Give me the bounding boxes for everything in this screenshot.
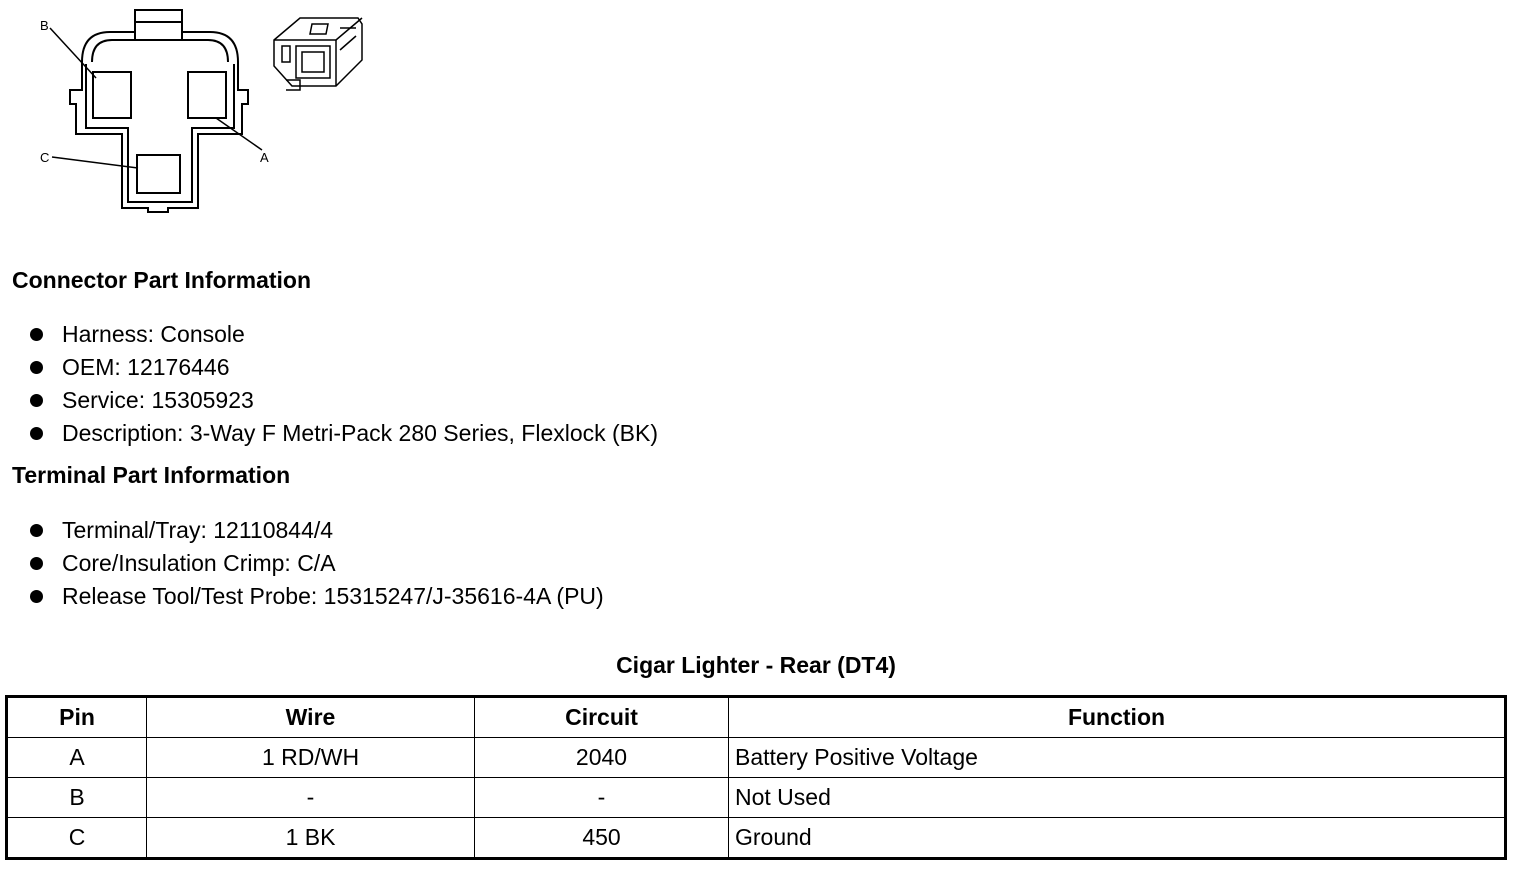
connector-part-info-list [28,318,658,450]
list-item-text: OEM: 12176446 [62,354,230,380]
connector-3d-thumbnail [274,18,362,90]
list-item-text: Release Tool/Test Probe: 15315247/J-35616-4A (PU) [62,583,604,609]
wire-cell: 1 RD/WH [147,738,475,778]
list-item [28,547,604,580]
table-title: Cigar Lighter - Rear (DT4) [616,652,896,678]
terminal-part-info-list [28,514,604,613]
bullet-icon [30,328,43,341]
wire-cell: 1 BK [147,818,475,859]
pin-c-callout: C [40,150,50,165]
list-item-text: Harness: Console [62,321,245,347]
list-item [28,580,604,613]
list-item [28,351,658,384]
bullet-icon [30,524,43,537]
table-row [7,818,1506,859]
pin-b-callout: B [40,18,49,33]
function-cell: Ground [729,818,1506,859]
bullet-icon [30,590,43,603]
list-item [28,417,658,450]
pin-a-callout: A [260,150,269,165]
function-cell: Battery Positive Voltage [729,738,1506,778]
list-item [28,318,658,351]
pinout-table [5,695,1507,860]
bullet-icon [30,394,43,407]
bullet-icon [30,361,43,374]
bullet-icon [30,427,43,440]
circuit-cell: - [475,778,729,818]
pin-cell: B [7,778,147,818]
function-cell: Not Used [729,778,1506,818]
circuit-cell: 450 [475,818,729,859]
connector-part-info-heading: Connector Part Information [12,267,312,293]
circuit-cell: 2040 [475,738,729,778]
table-row [7,738,1506,778]
bullet-icon [30,557,43,570]
terminal-part-info-heading: Terminal Part Information [12,462,291,488]
table-header-row [7,697,1506,738]
list-item-text: Description: 3-Way F Metri-Pack 280 Series, Flexlock (BK) [62,420,659,446]
column-header-circuit: Circuit [475,697,729,738]
list-item-text: Terminal/Tray: 12110844/4 [62,517,334,543]
wire-cell: - [147,778,475,818]
list-item-text: Service: 15305923 [62,387,254,413]
connector-diagram [0,0,380,230]
list-item [28,384,658,417]
column-header-function: Function [729,697,1506,738]
list-item-text: Core/Insulation Crimp: C/A [62,550,336,576]
column-header-wire: Wire [147,697,475,738]
pin-cell: C [7,818,147,859]
column-header-pin: Pin [7,697,147,738]
table-row [7,778,1506,818]
pin-cell: A [7,738,147,778]
list-item [28,514,604,547]
